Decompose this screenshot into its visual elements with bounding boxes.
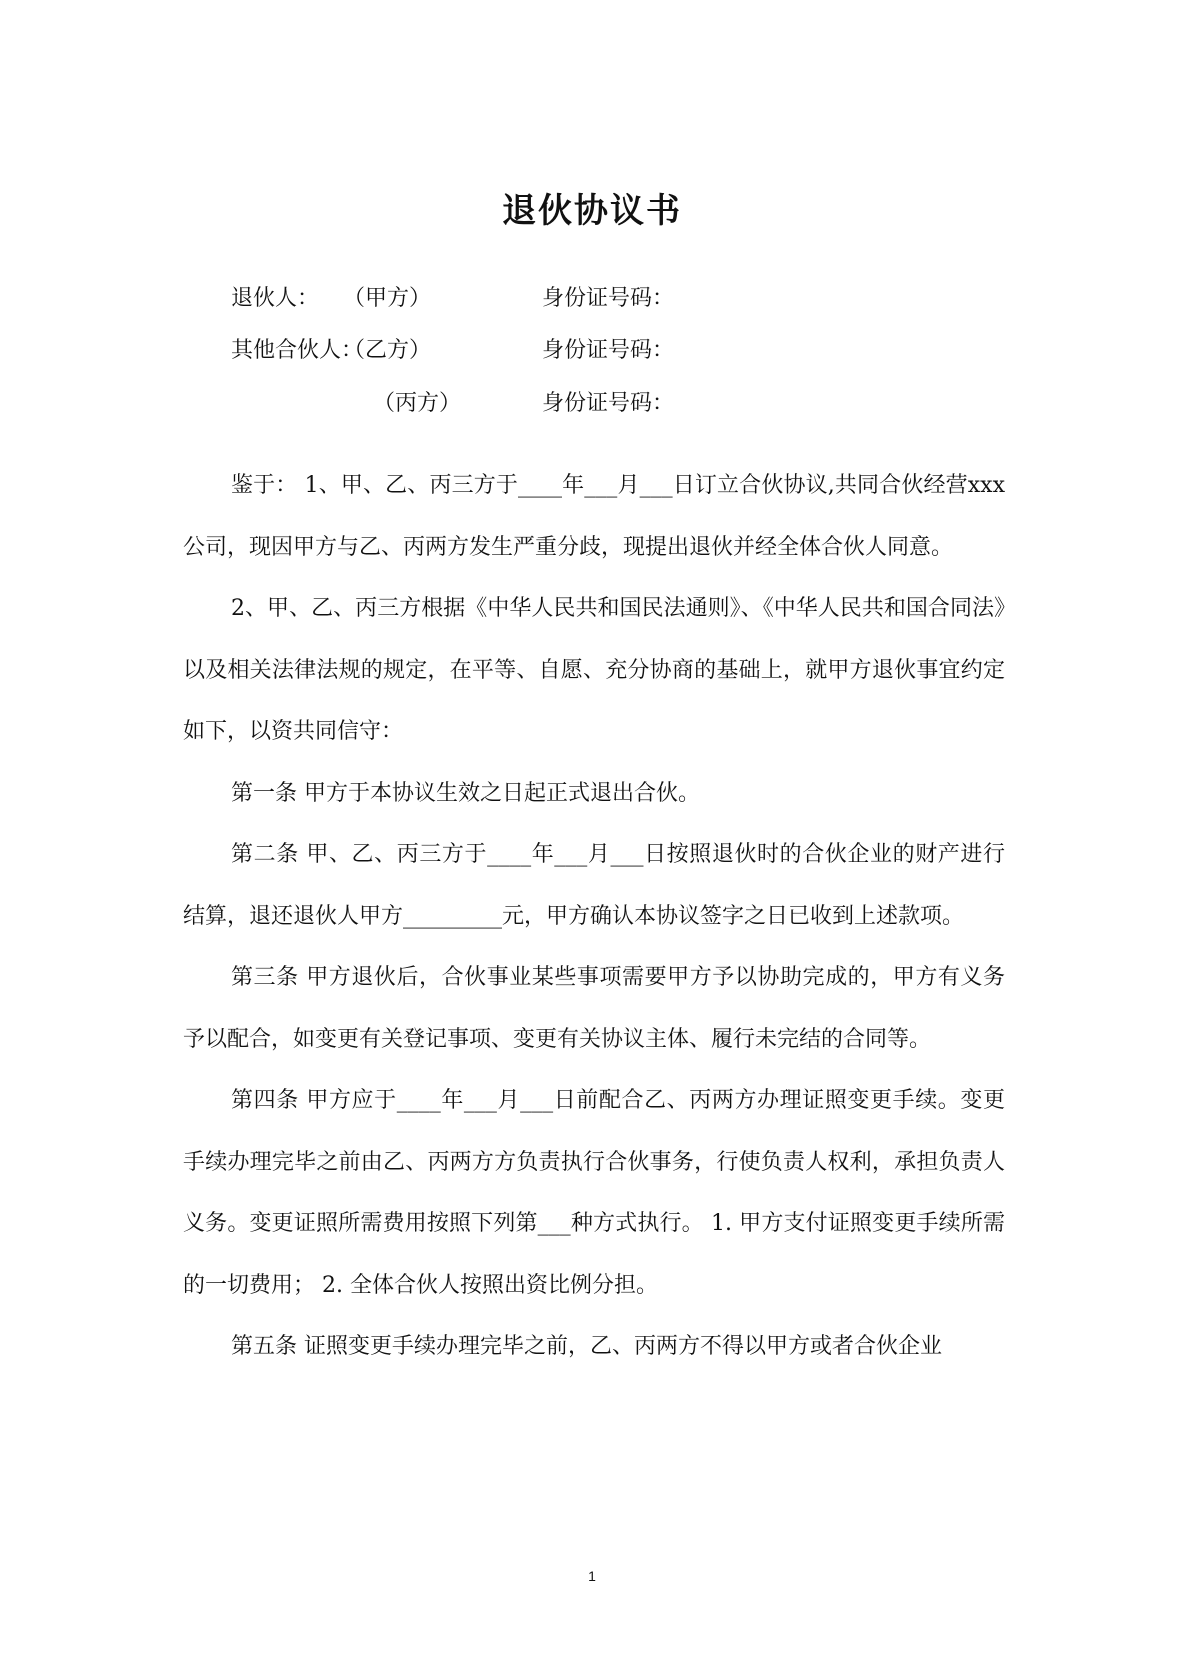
article-4: 第四条 甲方应于____年___月___日前配合乙、丙两方办理证照变更手续。变更手续办理完毕之前由乙、丙两方方负责执行合伙事务，行使负责人权利，承担负责人义务。变更证照所需费用按照下列第___种方式执行。 1. 甲方支付证照变更手续所需的一切费用； 2. 全体合伙人按照出资比例分担。 (183, 1088, 1005, 1298)
party-row-other (0, 331, 1184, 371)
party-row-withdrawing (0, 279, 1184, 319)
article-2: 第二条 甲、乙、丙三方于____年___月___日按照退伙时的合伙企业的财产进行结算，退还退伙人甲方_________元，甲方确认本协议签字之日已收到上述款项。 (183, 842, 1005, 929)
recital-2: 2、甲、乙、丙三方根据《中华人民共和国民法通则》、《中华人民共和国合同法》以及相关法律法规的规定，在平等、自愿、充分协商的基础上，就甲方退伙事宜约定如下，以资共同信守： (183, 596, 1005, 744)
party-row-third (0, 384, 1184, 424)
page-number: 1 (588, 1568, 596, 1584)
party-designation: （甲方） (343, 286, 432, 311)
article-5: 第五条 证照变更手续办理完毕之前，乙、丙两方不得以甲方或者合伙企业 (231, 1334, 942, 1359)
id-number-label: 身份证号码： (542, 338, 675, 363)
party-designation: （乙方） (343, 338, 432, 363)
document-title: 退伙协议书 (502, 191, 682, 231)
recital-1: 鉴于： 1、甲、乙、丙三方于____年___月___日订立合伙协议,共同合伙经营xxx公司，现因甲方与乙、丙两方发生严重分歧，现提出退伙并经全体合伙人同意。 (183, 473, 1005, 560)
article-3: 第三条 甲方退伙后，合伙事业某些事项需要甲方予以协助完成的，甲方有义务予以配合，如变更有关登记事项、变更有关协议主体、履行未完结的合同等。 (183, 965, 1005, 1052)
document-body (183, 455, 1005, 1378)
id-number-label: 身份证号码： (542, 286, 675, 311)
party-role: 其他合伙人： (231, 338, 364, 363)
party-role: 退伙人： (231, 286, 320, 311)
article-1: 第一条 甲方于本协议生效之日起正式退出合伙。 (231, 780, 700, 806)
id-number-label: 身份证号码： (542, 391, 675, 416)
party-designation: （丙方） (373, 391, 462, 416)
